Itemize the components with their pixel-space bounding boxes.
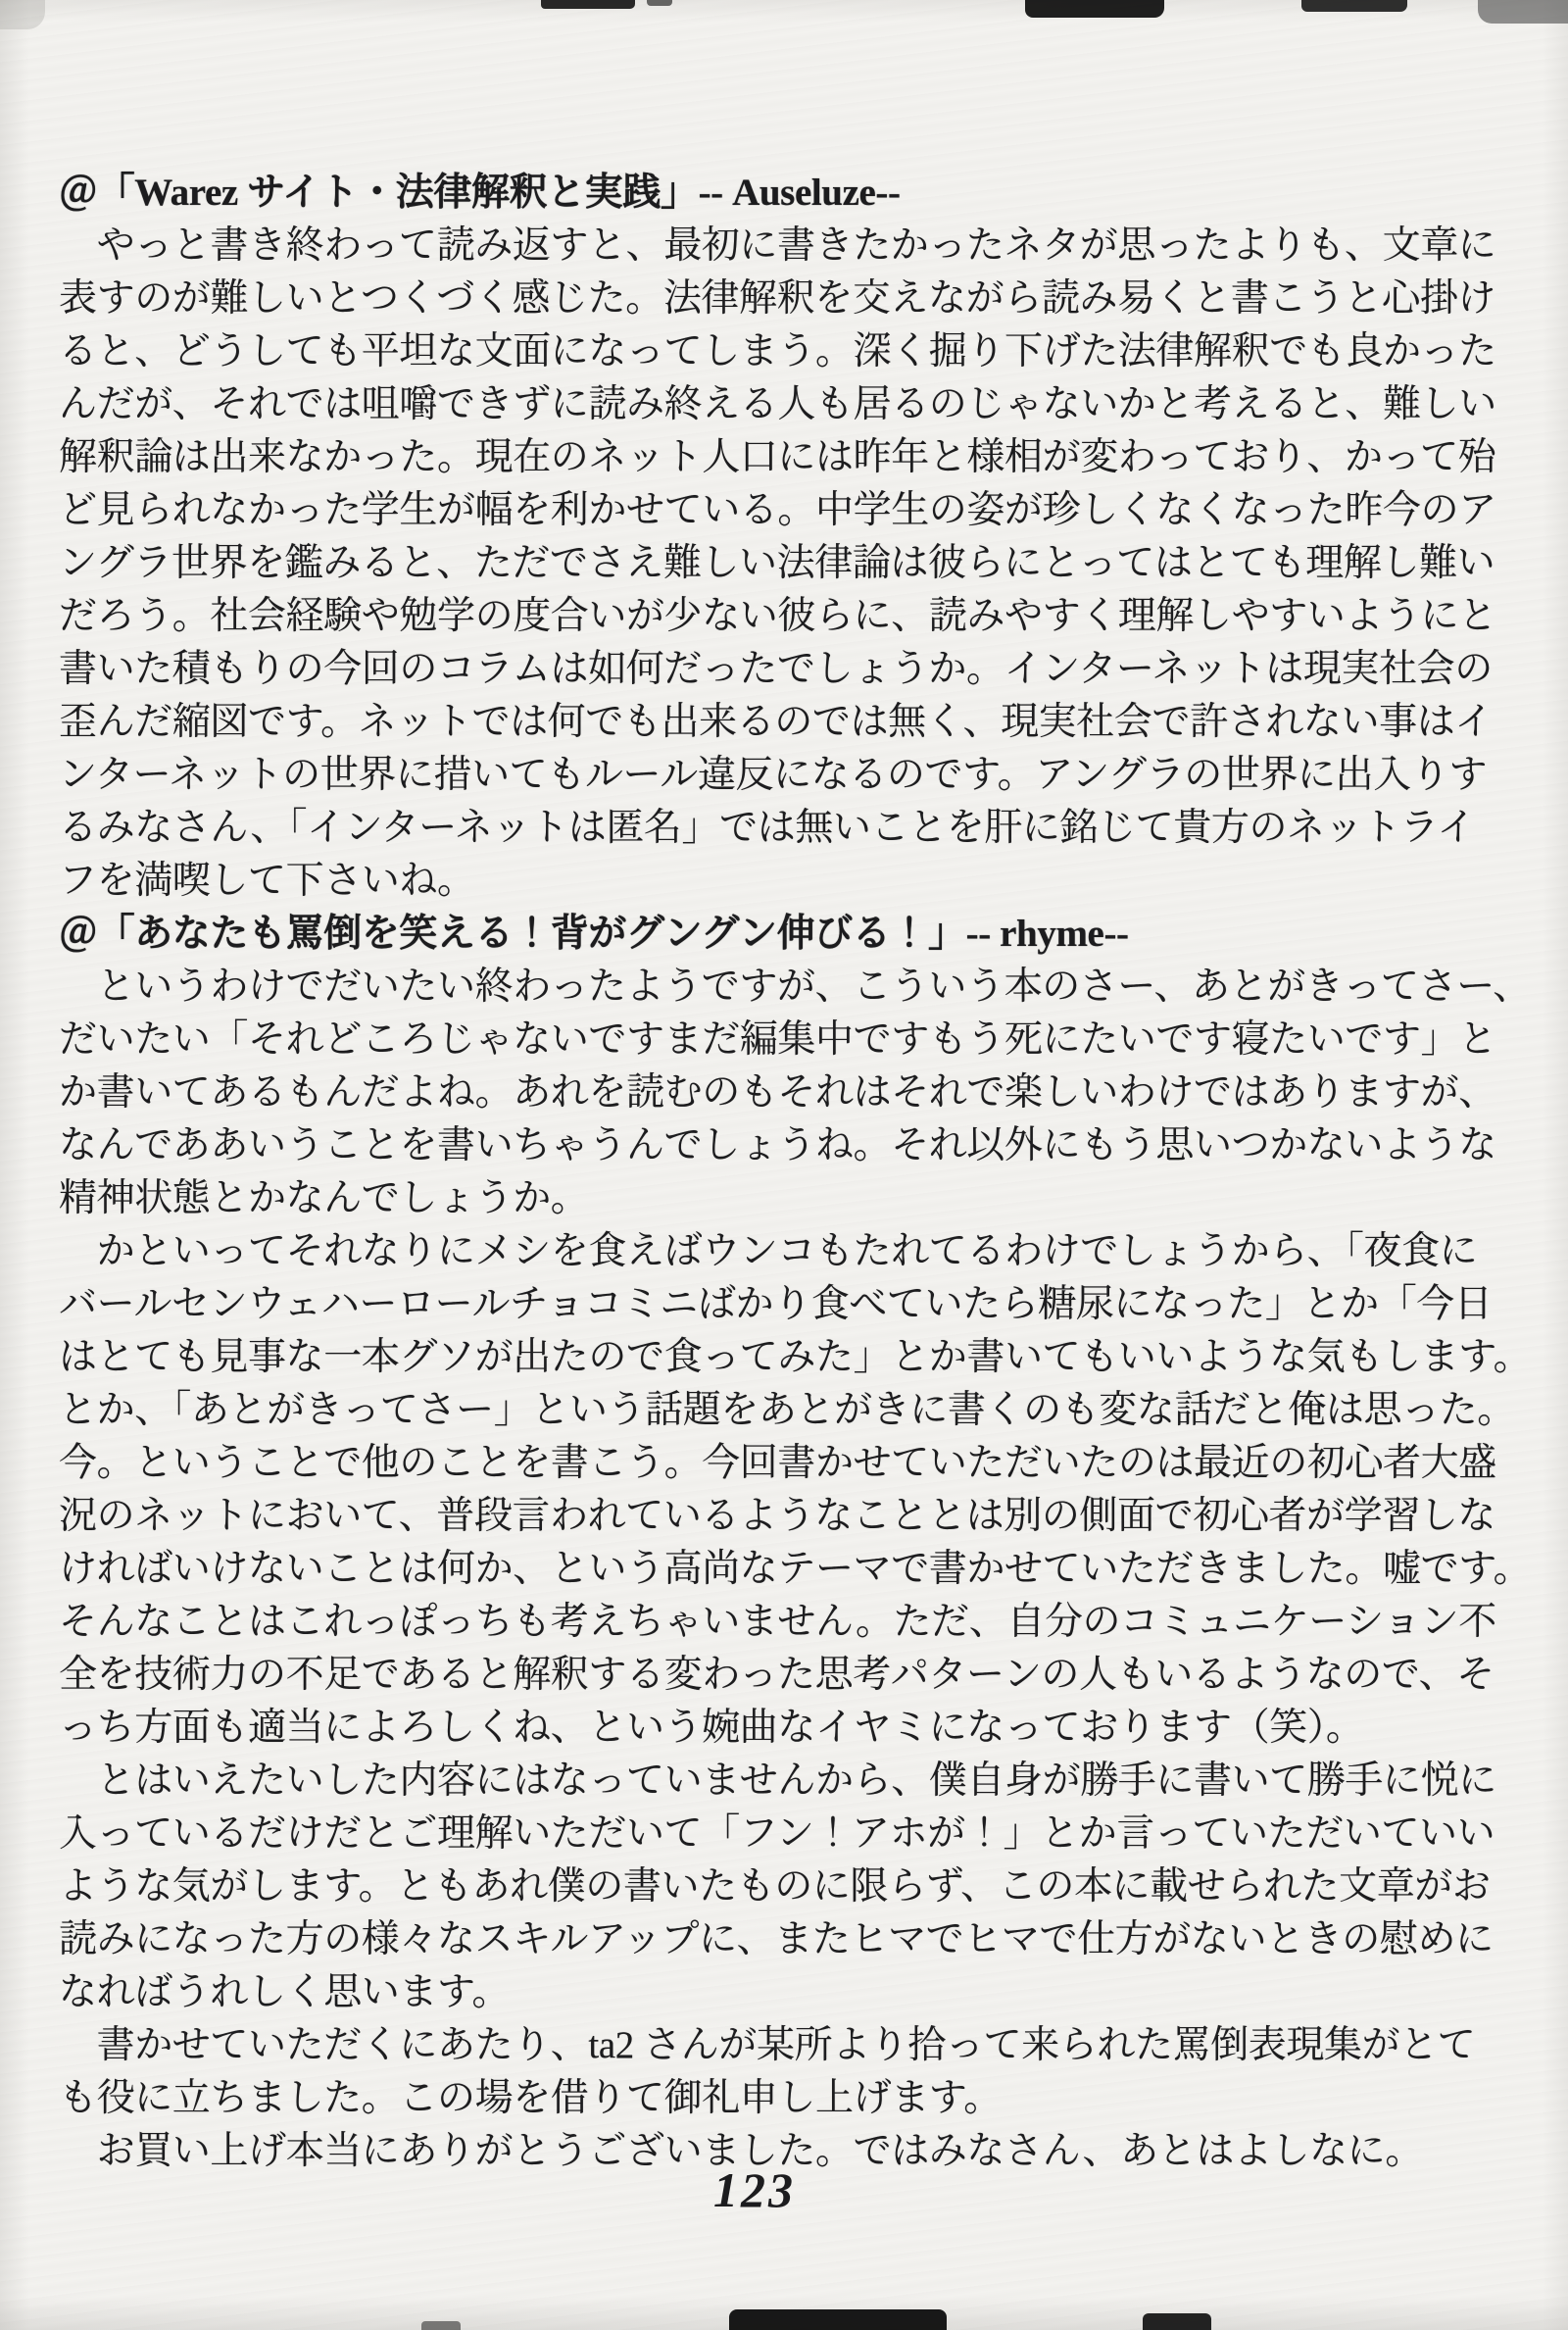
- section-heading: ＠「あなたも罵倒を笑える！背がグングン伸びる！」-- rhyme--: [59, 913, 1129, 955]
- text-line: 歪んだ縮図です。ネットでは何でも出来るのでは無く、現実社会で許されない事はイ: [59, 701, 1493, 743]
- scan-artifact-bottom: [1143, 2313, 1211, 2330]
- text-line: だいたい「それどころじゃないですまだ編集中ですもう死にたいです寝たいです」と: [59, 1018, 1496, 1061]
- scan-artifact-top: [1025, 0, 1164, 18]
- text-line: ンターネットの世界に措いてもルール違反になるのです。アングラの世界に出入りす: [59, 754, 1488, 796]
- text-line: 表すのが難しいとつくづく感じた。法律解釈を交えながら読み易くと書こうと心掛け: [59, 277, 1496, 320]
- text-line: っち方面も適当によろしくね、という婉曲なイヤミになっております（笑）。: [59, 1707, 1364, 1749]
- text-line: 況のネットにおいて、普段言われているようなこととは別の側面で初心者が学習しな: [59, 1495, 1496, 1537]
- text-line: だろう。社会経験や勉学の度合いが少ない彼らに、読みやすく理解しやすいようにと: [59, 595, 1496, 637]
- section-heading: ＠「Warez サイト・法律解釈と実践」-- Auseluze--: [59, 172, 901, 214]
- scan-artifact-bottom: [729, 2309, 947, 2330]
- text-line: なんでああいうことを書いちゃうんでしょうね。それ以外にもう思いつかないような: [59, 1124, 1496, 1166]
- text-body: [59, 167, 1537, 2178]
- text-line: バールセンウェハーロールチョコミニばかり食べていたら糖尿になった」とか「今日: [59, 1283, 1493, 1325]
- scan-artifact-bottom: [421, 2321, 461, 2330]
- text-line: ると、どうしても平坦な文面になってしまう。深く掘り下げた法律解釈でも良かった: [59, 330, 1496, 372]
- text-line: お買い上げ本当にありがとうございました。ではみなさん、あとはよしなに。: [59, 2130, 1423, 2172]
- text-line: ければいけないことは何か、という高尚なテーマで書かせていただきました。嘘です。: [59, 1548, 1532, 1590]
- text-line: はとても見事な一本グソが出たので食ってみた」とか書いてもいいような気もします。: [59, 1336, 1532, 1378]
- text-line: 今。ということで他のことを書こう。今回書かせていただいたのは最近の初心者大盛: [59, 1442, 1496, 1484]
- text-line: 書かせていただくにあたり、ta2 さんが某所より拾って来られた罵倒表現集がとて: [59, 2024, 1476, 2066]
- text-line: 解釈論は出来なかった。現在のネット人口には昨年と様相が変わっており、かって殆: [59, 436, 1496, 478]
- text-line: ような気がします。ともあれ僕の書いたものに限らず、この本に載せられた文章がお: [59, 1865, 1491, 1908]
- text-line: んだが、それでは咀嚼できずに読み終える人も居るのじゃないかと考えると、難しい: [59, 383, 1496, 425]
- text-line: 読みになった方の様々なスキルアップに、またヒマでヒマで仕方がないときの慰めに: [59, 1918, 1494, 1960]
- text-line: か書いてあるもんだよね。あれを読むのもそれはそれで楽しいわけではありますが、: [59, 1071, 1496, 1114]
- text-line: フを満喫して下さいね。: [59, 860, 475, 902]
- text-line: 入っているだけだとご理解いただいて「フン！アホが！」とか言っていただいていい: [59, 1812, 1495, 1855]
- text-line: 精神状態とかなんでしょうか。: [59, 1177, 589, 1219]
- text-line: とはいえたいした内容にはなっていませんから、僕自身が勝手に書いて勝手に悦に: [59, 1760, 1496, 1802]
- text-line: 書いた積もりの今回のコラムは如何だったでしょうか。インターネットは現実社会の: [59, 648, 1493, 690]
- page-number: 123: [713, 2162, 796, 2217]
- scan-artifact-top-right: [1478, 0, 1568, 24]
- text-line: かといってそれなりにメシを食えばウンコもたれてるわけでしょうから、「夜食に: [59, 1230, 1478, 1272]
- text-line: とか、「あとがきってさー」という話題をあとがきに書くのも変な話だと俺は思った。: [59, 1389, 1515, 1431]
- text-line: というわけでだいたい終わったようですが、こういう本のさー、あとがきってさー、: [59, 966, 1531, 1008]
- text-line: やっと書き終わって読み返すと、最初に書きたかったネタが思ったよりも、文章に: [59, 224, 1496, 267]
- text-line: るみなさん、「インターネットは匿名」では無いことを肝に銘じて貴方のネットライ: [59, 807, 1475, 849]
- text-line: も役に立ちました。この場を借りて御礼申し上げます。: [59, 2077, 1002, 2119]
- text-line: ングラ世界を鑑みると、ただでさえ難しい法律論は彼らにとってはとても理解し難い: [59, 542, 1495, 584]
- scan-artifact-top: [541, 0, 635, 9]
- text-line: なればうれしく思います。: [59, 1971, 511, 2013]
- text-line: 全を技術力の不足であると解釈する変わった思考パターンの人もいるようなので、そ: [59, 1654, 1494, 1696]
- text-line: ど見られなかった学生が幅を利かせている。中学生の姿が珍しくなくなった昨今のア: [59, 489, 1496, 531]
- text-line: そんなことはこれっぽっちも考えちゃいません。ただ、自分のコミュニケーション不: [59, 1601, 1496, 1643]
- scan-artifact-top: [647, 0, 672, 6]
- scan-artifact-top-left: [0, 0, 45, 29]
- scan-artifact-top: [1301, 0, 1407, 12]
